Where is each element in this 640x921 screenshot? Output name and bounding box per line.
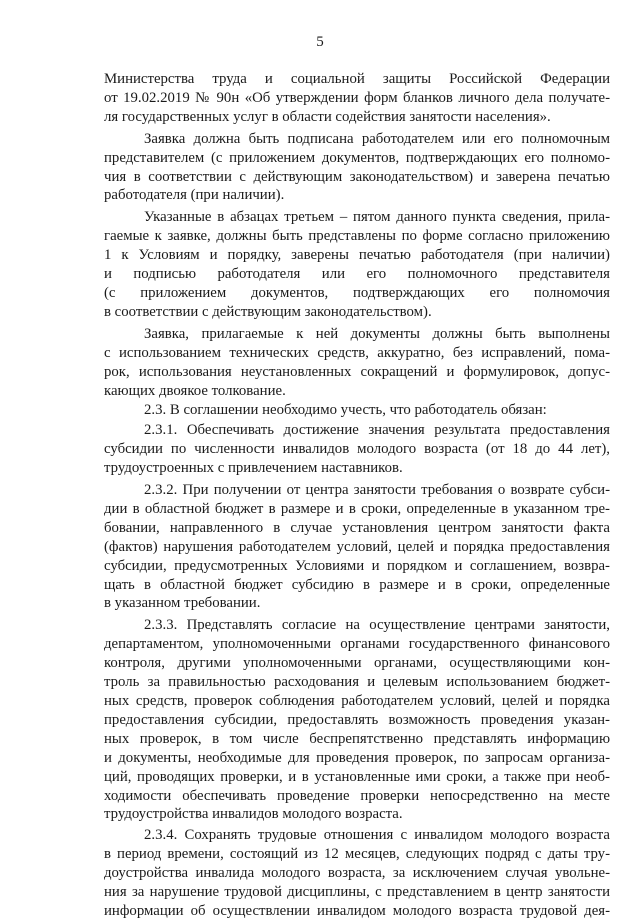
text-line: троль за правильностью расходования и целевым использованием бюджет- bbox=[104, 674, 610, 691]
text-line: 2.3.3. Представлять согласие на осуществление центрами занятости, bbox=[144, 617, 610, 634]
text-line: трудоустроенных с привлечением наставников. bbox=[104, 460, 403, 477]
text-line: департаментом, уполномоченными органами государственного финансового bbox=[104, 636, 610, 653]
text-line: (фактов) нарушения работодателем условий, целей и порядка предоставления bbox=[104, 538, 610, 555]
text-line: 1 к Условиям и порядку, заверены печатью работодателя (при наличии) bbox=[104, 247, 610, 264]
page-number: 5 bbox=[316, 34, 324, 50]
text-line: (с приложением документов, подтверждающих его полномочия bbox=[104, 284, 610, 301]
paragraph bbox=[104, 421, 610, 478]
text-line: информации об осуществлении инвалидом молодого возраста трудовой дея- bbox=[104, 902, 610, 919]
text-line: субсидии по численности инвалидов молодого возраста (от 18 до 44 лет), bbox=[104, 441, 610, 458]
text-line: гаемые к заявке, должны быть представлены по форме согласно приложению bbox=[104, 228, 610, 245]
text-line: ных средств, проверок соблюдения работодателем условий, целей и порядка bbox=[104, 693, 610, 709]
paragraph bbox=[104, 208, 610, 321]
text-line: ных проверок, в том числе беспрепятственно представлять информацию bbox=[104, 730, 610, 747]
text-line: от 19.02.2019 № 90н «Об утверждении форм бланков личного дела получате- bbox=[104, 89, 610, 106]
text-line: Министерства труда и социальной защиты Российской Федерации bbox=[104, 71, 610, 87]
text-line: и документы, необходимые для проведения проверок, по запросам организа- bbox=[104, 749, 610, 766]
text-line: 2.3.2. При получении от центра занятости требования о возврате субси- bbox=[144, 482, 610, 499]
text-line: кающих двоякое толкование. bbox=[104, 382, 286, 399]
text-line: 2.3.1. Обеспечивать достижение значения результата предоставления bbox=[144, 422, 610, 439]
paragraph bbox=[104, 325, 610, 401]
text-line: в указанном требовании. bbox=[104, 595, 261, 612]
paragraph bbox=[104, 70, 610, 127]
text-line: ходимости обеспечивать проведение проверки непосредственно на месте bbox=[104, 787, 610, 804]
paragraph bbox=[104, 826, 610, 921]
text-line: бовании, направленного в случае установления центром занятости факта bbox=[104, 519, 610, 536]
text-line: доустройства инвалида молодого возраста, за исключением случая увольне- bbox=[104, 865, 610, 882]
text-line: контроля, другими уполномоченными органами, осуществляющими кон- bbox=[104, 655, 610, 672]
text-line: предоставления субсидии, предоставлять возможность проведения указан- bbox=[104, 711, 610, 728]
text-line: ля государственных услуг в области содействия занятости населения». bbox=[104, 108, 551, 125]
text-line: Заявка, прилагаемые к ней документы должны быть выполнены bbox=[144, 325, 610, 342]
text-line: Заявка должна быть подписана работодателем или его полномочным bbox=[144, 130, 610, 147]
text-line: с использованием технических средств, аккуратно, без исправлений, пома- bbox=[104, 344, 610, 361]
text-line: субсидии, предусмотренных Условиями и порядком и соглашением, возвра- bbox=[104, 557, 610, 574]
paragraph bbox=[104, 481, 610, 613]
text-line: представителем (с приложением документов, подтверждающих его полномо- bbox=[104, 149, 610, 166]
text-line: трудоустройства инвалидов молодого возраста. bbox=[104, 806, 403, 823]
text-line: рок, использования неустановленных сокращений и формулировок, допус- bbox=[104, 363, 610, 380]
text-line: 2.3. В соглашении необходимо учесть, что работодатель обязан: bbox=[144, 402, 547, 419]
paragraph bbox=[104, 401, 610, 420]
text-line: 2.3.4. Сохранять трудовые отношения с инвалидом молодого возраста bbox=[144, 827, 610, 844]
text-line: и подписью работодателя или его полномочного представителя bbox=[104, 266, 610, 283]
text-line: Указанные в абзацах третьем – пятом данного пункта сведения, прила- bbox=[144, 209, 610, 226]
body-text bbox=[104, 70, 610, 921]
text-line: чия в соответствии с действующим законодательством) и заверена печатью bbox=[104, 168, 610, 185]
text-line: в соответствии с действующим законодательством). bbox=[104, 303, 432, 320]
text-line: ций, проводящих проверки, и в установленные ими сроки, а также при необ- bbox=[104, 768, 610, 785]
text-line: дии в областной бюджет в размере и в сроки, определенные в указанном тре- bbox=[104, 500, 610, 517]
text-line: ния за нарушение трудовой дисциплины, с представлением в центр занятости bbox=[104, 884, 610, 901]
text-line: щать в областной бюджет субсидию в размере и в сроки, определенные bbox=[104, 576, 610, 593]
paragraph bbox=[104, 130, 610, 206]
text-line: работодателя (при наличии). bbox=[104, 187, 285, 204]
text-line: в период времени, состоящий из 12 месяцев, следующих подряд с даты тру- bbox=[104, 846, 610, 863]
paragraph bbox=[104, 616, 610, 824]
